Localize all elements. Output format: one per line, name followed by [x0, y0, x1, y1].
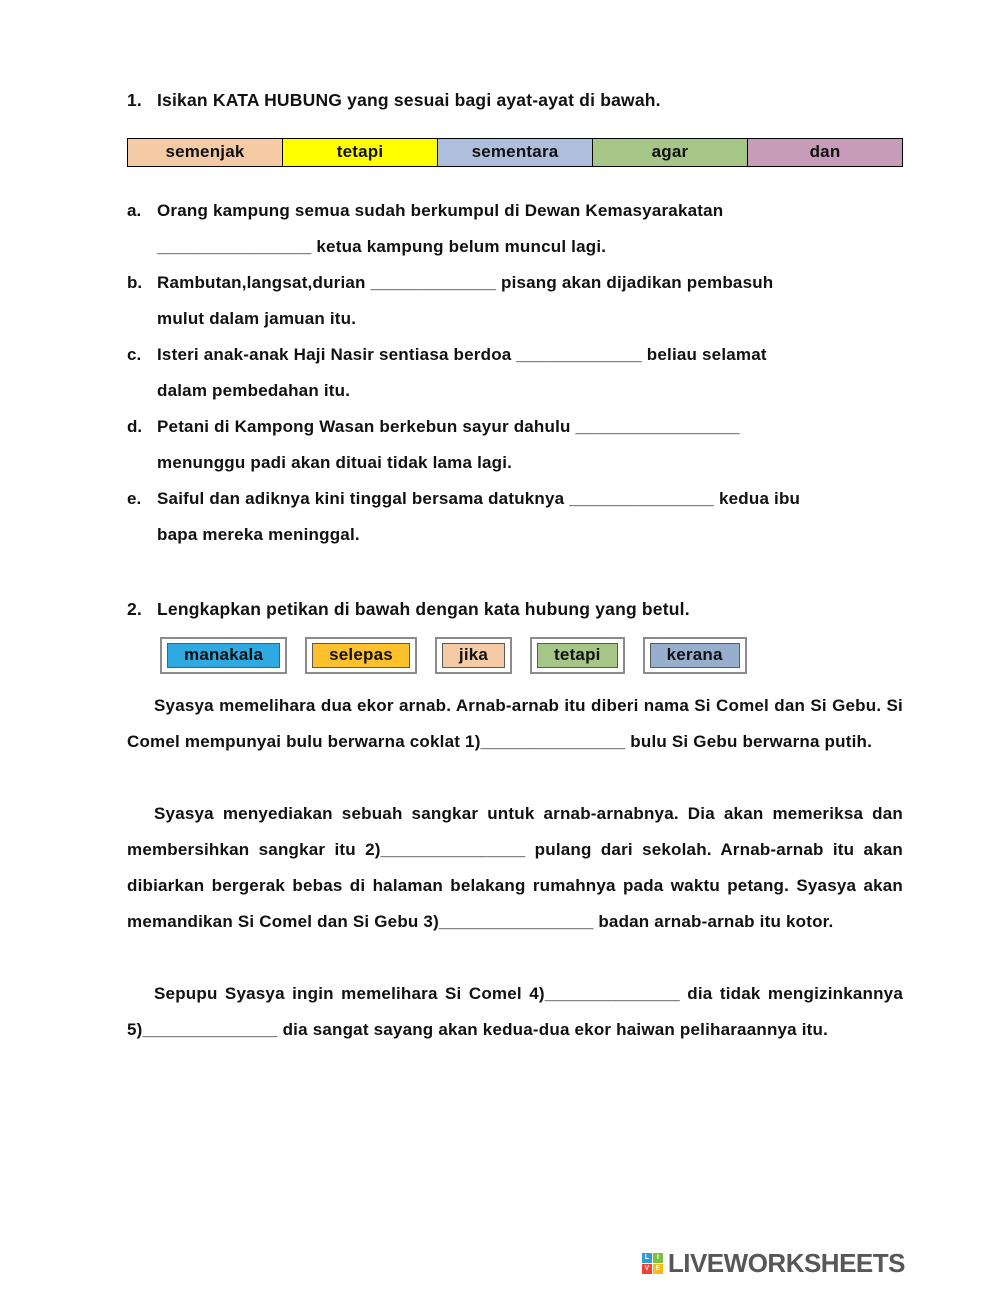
- question-a-letter: a.: [127, 201, 142, 220]
- question-e: [127, 481, 903, 553]
- passage-paragraph-2: Syasya menyediakan sebuah sangkar untuk arnab-arnabnya. Dia akan memeriksa dan membersihkan sangkar itu 2)_______________ pulang dari sekolah. Arnab-arnab itu akan dibiarkan bergerak bebas di halaman belakang rumahnya pada waktu petang. Syasya akan memandikan Si Comel dan Si Gebu 3)________________ badan arnab-arnab itu kotor.: [127, 804, 903, 931]
- word-box-row: [160, 637, 903, 674]
- word-box-kerana-label: kerana: [650, 643, 740, 668]
- question-b-letter: b.: [127, 273, 143, 292]
- word-chip-semenjak[interactable]: semenjak: [127, 138, 283, 167]
- icon-square-l: L: [642, 1253, 652, 1263]
- question-c: [127, 337, 903, 409]
- question-c-line1[interactable]: Isteri anak-anak Haji Nasir sentiasa berdoa _____________ beliau selamat: [157, 345, 767, 364]
- question-e-letter: e.: [127, 489, 142, 508]
- question-list: [127, 193, 903, 553]
- word-box-tetapi[interactable]: [530, 637, 625, 674]
- question-e-line2: bapa mereka meninggal.: [157, 525, 360, 544]
- question-a-line1: Orang kampung semua sudah berkumpul di Dewan Kemasyarakatan: [157, 201, 724, 220]
- icon-square-e: E: [653, 1264, 663, 1274]
- word-box-jika[interactable]: [435, 637, 512, 674]
- section2-title-text: Lengkapkan petikan di bawah dengan kata hubung yang betul.: [157, 599, 690, 619]
- icon-square-v: V: [642, 1264, 652, 1274]
- section2-title: [127, 597, 903, 621]
- question-d-letter: d.: [127, 417, 143, 436]
- question-b-line2: mulut dalam jamuan itu.: [157, 309, 357, 328]
- question-a: [127, 193, 903, 265]
- word-chip-agar[interactable]: agar: [592, 138, 748, 167]
- word-box-manakala-label: manakala: [167, 643, 280, 668]
- section2-number: 2.: [127, 599, 142, 619]
- passage-paragraph-1: Syasya memelihara dua ekor arnab. Arnab-arnab itu diberi nama Si Comel dan Si Gebu. Si Comel mempunyai bulu berwarna coklat 1)_______________ bulu Si Gebu berwarna putih.: [127, 696, 903, 751]
- word-box-selepas-label: selepas: [312, 643, 410, 668]
- word-box-manakala[interactable]: [160, 637, 287, 674]
- question-c-line2: dalam pembedahan itu.: [157, 381, 351, 400]
- word-chip-sementara[interactable]: sementara: [437, 138, 593, 167]
- word-box-selepas[interactable]: [305, 637, 417, 674]
- word-bank: [127, 138, 903, 167]
- question-d-line2: menunggu padi akan dituai tidak lama lagi.: [157, 453, 513, 472]
- question-b: [127, 265, 903, 337]
- word-box-jika-label: jika: [442, 643, 505, 668]
- brand-text: LIVEWORKSHEETS: [667, 1248, 905, 1278]
- word-chip-dan[interactable]: dan: [747, 138, 903, 167]
- section1-number: 1.: [127, 90, 142, 110]
- word-chip-tetapi[interactable]: tetapi: [282, 138, 438, 167]
- liveworksheets-icon: [642, 1253, 663, 1274]
- question-e-line1[interactable]: Saiful dan adiknya kini tinggal bersama datuknya _______________ kedua ibu: [157, 489, 801, 508]
- question-d-line1[interactable]: Petani di Kampong Wasan berkebun sayur dahulu _________________: [157, 417, 740, 436]
- section1-title-text: Isikan KATA HUBUNG yang sesuai bagi ayat-ayat di bawah.: [157, 90, 661, 110]
- liveworksheets-logo[interactable]: [642, 1248, 905, 1279]
- question-a-line2[interactable]: ________________ ketua kampung belum muncul lagi.: [157, 237, 607, 256]
- question-b-line1[interactable]: Rambutan,langsat,durian _____________ pisang akan dijadikan pembasuh: [157, 273, 774, 292]
- passage-paragraph-3: Sepupu Syasya ingin memelihara Si Comel 4)______________ dia tidak mengizinkannya 5)______________ dia sangat sayang akan kedua-dua ekor haiwan peliharaannya itu.: [127, 984, 903, 1039]
- passage: [127, 688, 903, 1048]
- question-c-letter: c.: [127, 345, 142, 364]
- section1-title: [127, 88, 903, 112]
- word-box-kerana[interactable]: [643, 637, 747, 674]
- word-box-tetapi-label: tetapi: [537, 643, 618, 668]
- question-d: [127, 409, 903, 481]
- icon-square-i: I: [653, 1253, 663, 1263]
